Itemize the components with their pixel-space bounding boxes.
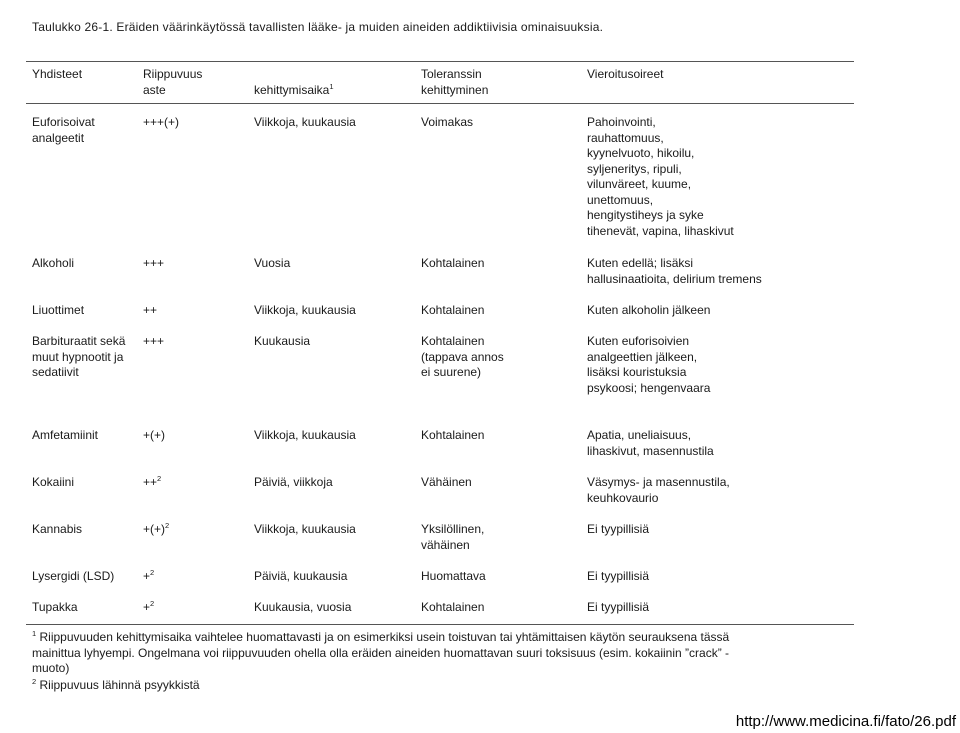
header-onset: [254, 83, 334, 99]
cell-tolerance: Kohtalainen: [421, 303, 485, 317]
cell-tolerance: Kohtalainen: [421, 256, 485, 270]
cell-compound: Alkoholi: [32, 256, 75, 270]
cell-dependence: [143, 600, 154, 616]
cell-tolerance: Kohtalainen: [421, 600, 485, 614]
cell-dependence: [143, 334, 164, 350]
cell-withdrawal: Ei tyypillisiä: [587, 600, 650, 614]
cell-onset: Viikkoja, kuukausia: [254, 522, 356, 536]
cell-compound: Kokaiini: [32, 475, 75, 489]
dependence-value: +(+): [143, 522, 166, 536]
cell-compound: Lysergidi (LSD): [32, 569, 115, 583]
cell-tolerance: Huomattava: [421, 569, 486, 583]
header-onset-label: kehittymisaika: [254, 83, 330, 97]
cell-withdrawal: Apatia, uneliaisuus, lihaskivut, masennustila: [587, 428, 714, 458]
cell-compound: Liuottimet: [32, 303, 85, 317]
dependence-footnote-mark: 2: [165, 521, 170, 530]
dependence-footnote-mark: 2: [157, 474, 162, 483]
cell-dependence: [143, 256, 164, 272]
footnote-1: [32, 630, 864, 677]
dependence-value: +++(+): [143, 115, 180, 129]
cell-dependence: [143, 475, 161, 491]
cell-tolerance: Kohtalainen: [421, 428, 485, 442]
dependence-value: ++: [143, 475, 158, 489]
cell-compound: Kannabis: [32, 522, 83, 536]
cell-compound: Amfetamiinit: [32, 428, 99, 442]
table-bottom-rule: [26, 624, 854, 625]
header-withdrawal: Vieroitusoireet: [587, 67, 664, 81]
cell-onset: Kuukausia, vuosia: [254, 600, 352, 614]
cell-tolerance: Kohtalainen (tappava annos ei suurene): [421, 334, 504, 379]
cell-onset: Viikkoja, kuukausia: [254, 428, 356, 442]
cell-onset: Viikkoja, kuukausia: [254, 303, 356, 317]
header-bottom-rule: [26, 103, 854, 104]
header-onset-footnote-mark: 1: [329, 82, 334, 91]
cell-dependence: [143, 522, 169, 538]
cell-dependence: [143, 428, 165, 444]
cell-compound: Tupakka: [32, 600, 78, 614]
dependence-value: +: [143, 600, 151, 614]
cell-withdrawal: Kuten euforisoivien analgeettien jälkeen, lisäksi kouristuksia psykoosi; hengenvaara: [587, 334, 711, 395]
cell-withdrawal: Väsymys- ja masennustila, keuhkovaurio: [587, 475, 730, 505]
cell-compound: Euforisoivat analgeetit: [32, 115, 95, 145]
table-top-rule: [26, 61, 854, 62]
header-tolerance: Toleranssin kehittyminen: [421, 67, 489, 97]
cell-withdrawal: Ei tyypillisiä: [587, 522, 650, 536]
dependence-value: +++: [143, 256, 165, 270]
cell-onset: Päiviä, viikkoja: [254, 475, 333, 489]
dependence-value: ++: [143, 303, 158, 317]
cell-tolerance: Vähäinen: [421, 475, 472, 489]
cell-onset: Viikkoja, kuukausia: [254, 115, 356, 129]
cell-compound: Barbituraatit sekä muut hypnootit ja sedatiivit: [32, 334, 126, 379]
cell-dependence: [143, 569, 154, 585]
dependence-footnote-mark: 2: [150, 599, 155, 608]
dependence-footnote-mark: 2: [150, 568, 155, 577]
cell-withdrawal: Ei tyypillisiä: [587, 569, 650, 583]
cell-dependence: [143, 303, 157, 319]
footnote-2: [32, 678, 864, 694]
source-url: http://www.medicina.fi/fato/26.pdf: [735, 713, 956, 730]
cell-withdrawal: Kuten edellä; lisäksi hallusinaatioita, delirium tremens: [587, 256, 762, 286]
dependence-value: +: [143, 569, 151, 583]
cell-onset: Vuosia: [254, 256, 291, 270]
cell-tolerance: Voimakas: [421, 115, 474, 129]
table-caption: Taulukko 26-1. Eräiden väärinkäytössä tavallisten lääke- ja muiden aineiden addiktiivisia ominaisuuksia.: [32, 20, 604, 34]
footnote-1-mark: 1: [32, 629, 37, 638]
dependence-value: +++: [143, 334, 165, 348]
footnote-2-mark: 2: [32, 677, 37, 686]
footnote-1-text: Riippuvuuden kehittymisaika vaihtelee huomattavasti ja on esimerkiksi usein toistuvan tai yhtämittaisen käytön seurauksena tässä mainittua lyhyempi. Ongelmana voi riippuvuuden ohella olla eräiden aineiden huomattavan suuri toksisuus (esim. kokaiinin ”crack” - muoto): [32, 630, 730, 675]
footnote-2-text: Riippuvuus lähinnä psyykkistä: [36, 678, 200, 692]
cell-onset: Päiviä, kuukausia: [254, 569, 348, 583]
cell-onset: Kuukausia: [254, 334, 311, 348]
header-dependence: Riippuvuus aste: [143, 67, 203, 97]
header-compound: Yhdisteet: [32, 67, 83, 81]
cell-withdrawal: Pahoinvointi, rauhattomuus, kyynelvuoto, hikoilu, syljeneritys, ripuli, vilunväreet, kuume, unettomuus, hengitystiheys ja syke tihenevät, vapina, lihaskivut: [587, 115, 734, 238]
cell-dependence: [143, 115, 179, 131]
cell-withdrawal: Kuten alkoholin jälkeen: [587, 303, 711, 317]
dependence-value: +(+): [143, 428, 166, 442]
cell-tolerance: Yksilöllinen, vähäinen: [421, 522, 485, 552]
